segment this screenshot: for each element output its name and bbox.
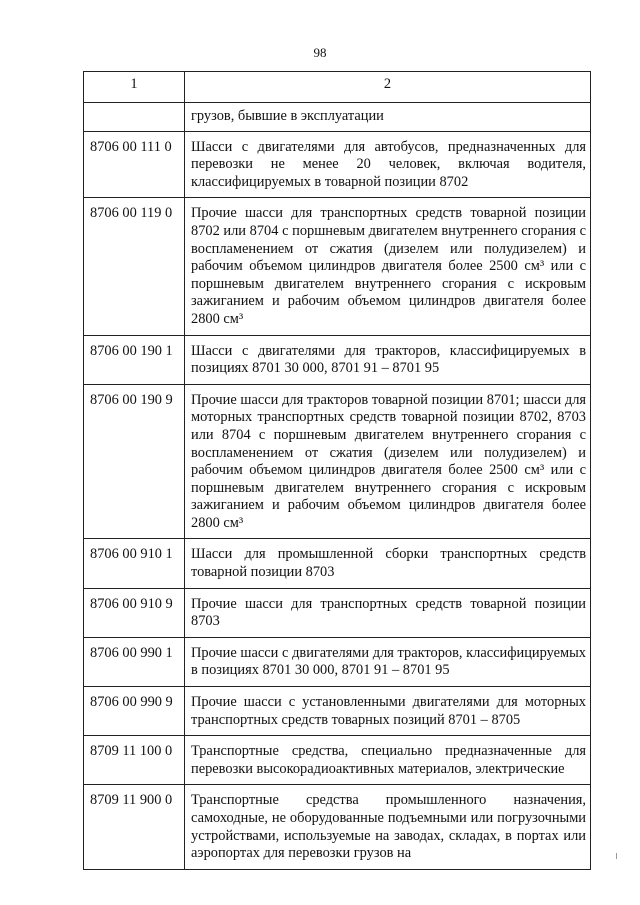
code-cell: 8709 11 900 0 [84,785,185,869]
table-row [84,785,591,869]
description-cell: Прочие шасси для транспортных средств товарной позиции 8702 или 8704 с поршневым двигателем внутреннего сгорания с воспламенением от сжатия (дизелем или полудизелем) и рабочим объемом цилиндров двигателя более 2500 см³ или с поршневым двигателем внутреннего сгорания с искровым зажиганием и рабочим объемом цилиндров двигателя более 2800 см³ [185,198,591,335]
code-cell: 8706 00 111 0 [84,131,185,198]
description-cell: Прочие шасси для тракторов товарной позиции 8701; шасси для моторных транспортных средств товарной позиции 8702, 8703 или 8704 с поршневым двигателем внутреннего сгорания с воспламенением от сжатия (дизелем или полудизелем) и рабочим объемом цилиндров двигателя более 2500 см³ или с поршневым двигателем внутреннего сгорания с искровым зажиганием и рабочим объемом цилиндров двигателя более 2800 см³ [185,384,591,539]
table-row-continuation [84,103,591,132]
table-row [84,335,591,384]
tariff-table [83,71,591,870]
code-cell: 8706 00 990 9 [84,687,185,736]
table-row [84,637,591,686]
table-row [84,539,591,588]
table-header-row [84,72,591,103]
table-row [84,588,591,637]
header-col-2: 2 [185,72,591,103]
table-row [84,384,591,539]
description-cell: Транспортные средства промышленного назначения, самоходные, не оборудованные подъемными или погрузочными устройствами, используемые на заводах, складах, в портах или аэропортах для перевозки грузов на [185,785,591,869]
margin-mark [616,853,617,859]
description-cell: грузов, бывшие в эксплуатации [185,103,591,132]
header-col-1: 1 [84,72,185,103]
code-cell: 8706 00 910 1 [84,539,185,588]
code-cell: 8706 00 119 0 [84,198,185,335]
code-cell: 8706 00 190 1 [84,335,185,384]
code-cell: 8706 00 910 9 [84,588,185,637]
description-cell: Транспортные средства, специально предназначенные для перевозки высокорадиоактивных материалов, электрические [185,736,591,785]
table-row [84,198,591,335]
code-cell: 8709 11 100 0 [84,736,185,785]
code-cell-empty [84,103,185,132]
code-cell: 8706 00 990 1 [84,637,185,686]
description-cell: Прочие шасси с установленными двигателями для моторных транспортных средств товарных позиций 8701 – 8705 [185,687,591,736]
table-row [84,687,591,736]
description-cell: Прочие шасси для транспортных средств товарной позиции 8703 [185,588,591,637]
code-cell: 8706 00 190 9 [84,384,185,539]
description-cell: Шасси с двигателями для тракторов, классифицируемых в позициях 8701 30 000, 8701 91 – 8701 95 [185,335,591,384]
table-row [84,736,591,785]
description-cell: Шасси для промышленной сборки транспортных средств товарной позиции 8703 [185,539,591,588]
page-number: 98 [313,45,327,60]
description-cell: Шасси с двигателями для автобусов, предназначенных для перевозки не менее 20 человек, включая водителя, классифицируемых в товарной позиции 8702 [185,131,591,198]
table-row [84,131,591,198]
description-cell: Прочие шасси с двигателями для тракторов, классифицируемых в позициях 8701 30 000, 8701 91 – 8701 95 [185,637,591,686]
